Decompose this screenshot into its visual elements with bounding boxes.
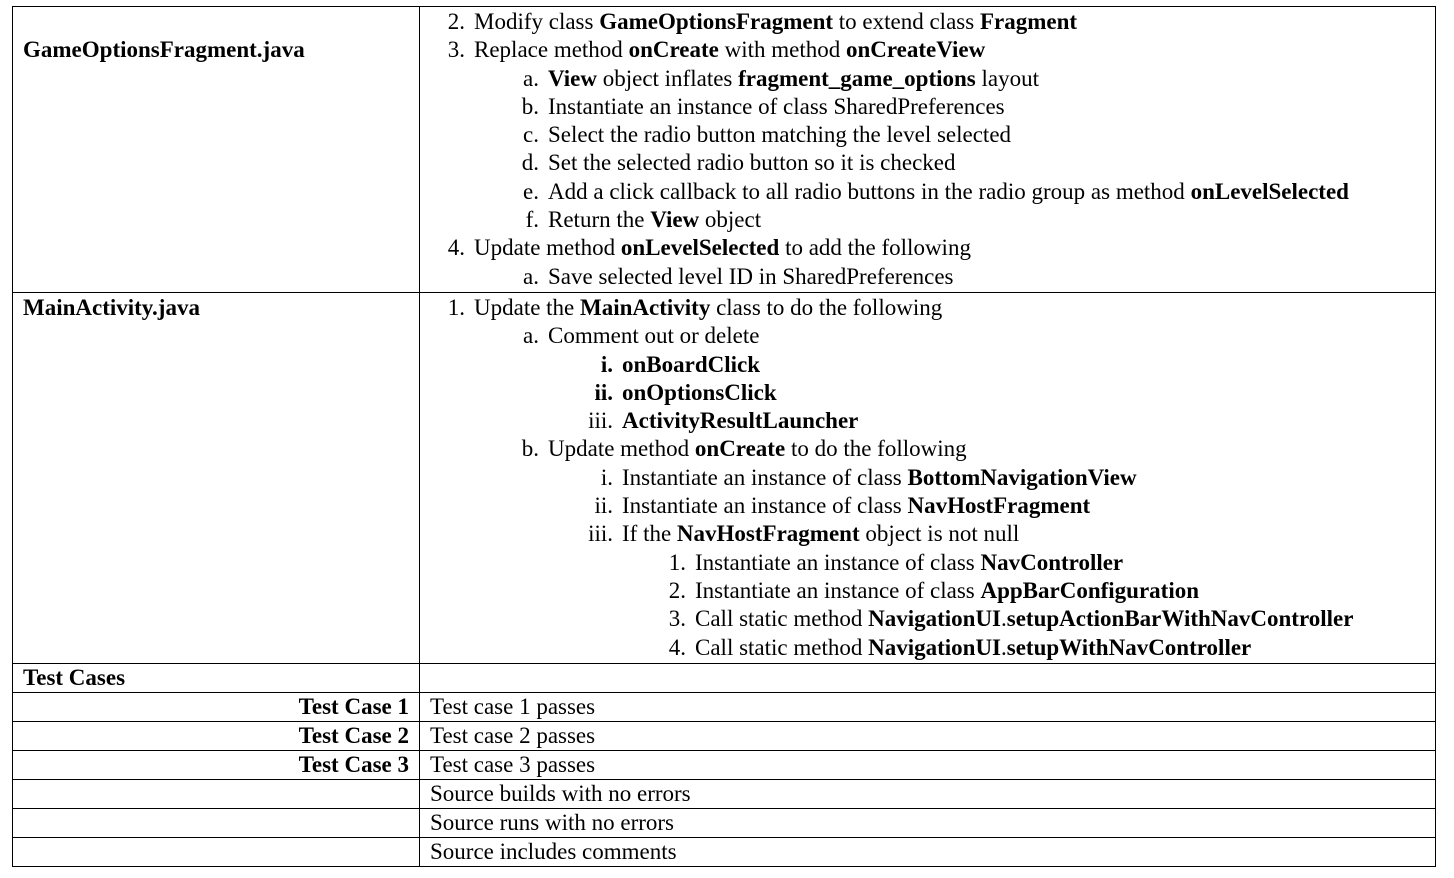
list-item: 2. Modify class GameOptionsFragment to extend class Fragment xyxy=(447,9,1078,34)
table-row xyxy=(13,779,1436,808)
list-item: d. Set the selected radio button so it is checked xyxy=(521,150,956,176)
gameoptions-row xyxy=(13,7,1436,293)
test-case-name-cell: Test Case 3 xyxy=(13,750,420,779)
list-item: 4. Call static method NavigationUI.setupWithNavController xyxy=(668,634,1252,660)
list-item: b. Update method onCreate to do the following xyxy=(521,436,967,462)
gameoptions-steps-cell xyxy=(420,7,1436,293)
list-item: 1. Update the MainActivity class to do the following xyxy=(447,294,943,320)
list-item: 3. Replace method onCreate with method onCreateView xyxy=(447,37,986,63)
list-item: iii. If the NavHostFragment object is not null xyxy=(588,521,1020,547)
table-row xyxy=(13,808,1436,837)
test-cases-header: Test Cases xyxy=(23,664,126,690)
empty-cell xyxy=(13,808,420,837)
mainactivity-row xyxy=(13,292,1436,663)
table-row xyxy=(13,837,1436,866)
list-item: ii. Instantiate an instance of class NavHostFragment xyxy=(594,493,1091,519)
table-row xyxy=(13,750,1436,779)
test-case-name-cell: Test Case 1 xyxy=(13,692,420,721)
gameoptions-steps xyxy=(420,7,1435,292)
mainactivity-steps xyxy=(420,293,1435,663)
list-item: c. Select the radio button matching the level selected xyxy=(523,122,1012,148)
empty-cell xyxy=(13,779,420,808)
mainactivity-file-cell xyxy=(13,292,420,663)
requirements-table xyxy=(12,6,1436,867)
gameoptions-file-label: GameOptionsFragment.java xyxy=(23,37,305,62)
list-item: 1. Instantiate an instance of class NavController xyxy=(668,549,1124,575)
list-item: 4. Update method onLevelSelected to add the following xyxy=(447,235,971,261)
test-case-result-cell: Test case 2 passes xyxy=(420,721,1436,750)
test-case-result-cell: Test case 1 passes xyxy=(420,692,1436,721)
source-check-cell: Source includes comments xyxy=(420,837,1436,866)
list-item: f. Return the View object xyxy=(525,207,762,233)
test-case-name-cell: Test Case 2 xyxy=(13,721,420,750)
mainactivity-file-label: MainActivity.java xyxy=(23,294,200,320)
source-check-cell: Source builds with no errors xyxy=(420,779,1436,808)
test-cases-header-row xyxy=(13,663,1436,692)
list-item: b. Instantiate an instance of class SharedPreferences xyxy=(521,93,1005,119)
empty-cell xyxy=(13,837,420,866)
table-row xyxy=(13,692,1436,721)
list-item: ii. onOptionsClick xyxy=(594,379,777,405)
list-item: a. View object inflates fragment_game_options layout xyxy=(523,65,1040,91)
list-item: e. Add a click callback to all radio buttons in the radio group as method onLevelSelected xyxy=(523,178,1349,204)
gameoptions-file-cell xyxy=(13,7,420,293)
list-item: iii. ActivityResultLauncher xyxy=(588,408,859,434)
test-case-result-cell: Test case 3 passes xyxy=(420,750,1436,779)
list-item: i. onBoardClick xyxy=(600,351,761,377)
list-item: 3. Call static method NavigationUI.setupActionBarWithNavController xyxy=(668,606,1354,632)
mainactivity-steps-cell xyxy=(420,292,1436,663)
list-item: a. Save selected level ID in SharedPreferences xyxy=(523,263,954,289)
list-item: i. Instantiate an instance of class BottomNavigationView xyxy=(600,464,1137,490)
source-check-cell: Source runs with no errors xyxy=(420,808,1436,837)
empty-cell xyxy=(420,663,1436,692)
list-item: 2. Instantiate an instance of class AppBarConfiguration xyxy=(668,577,1200,603)
list-item: a. Comment out or delete xyxy=(523,323,760,349)
table-row xyxy=(13,721,1436,750)
test-cases-header-cell xyxy=(13,663,420,692)
